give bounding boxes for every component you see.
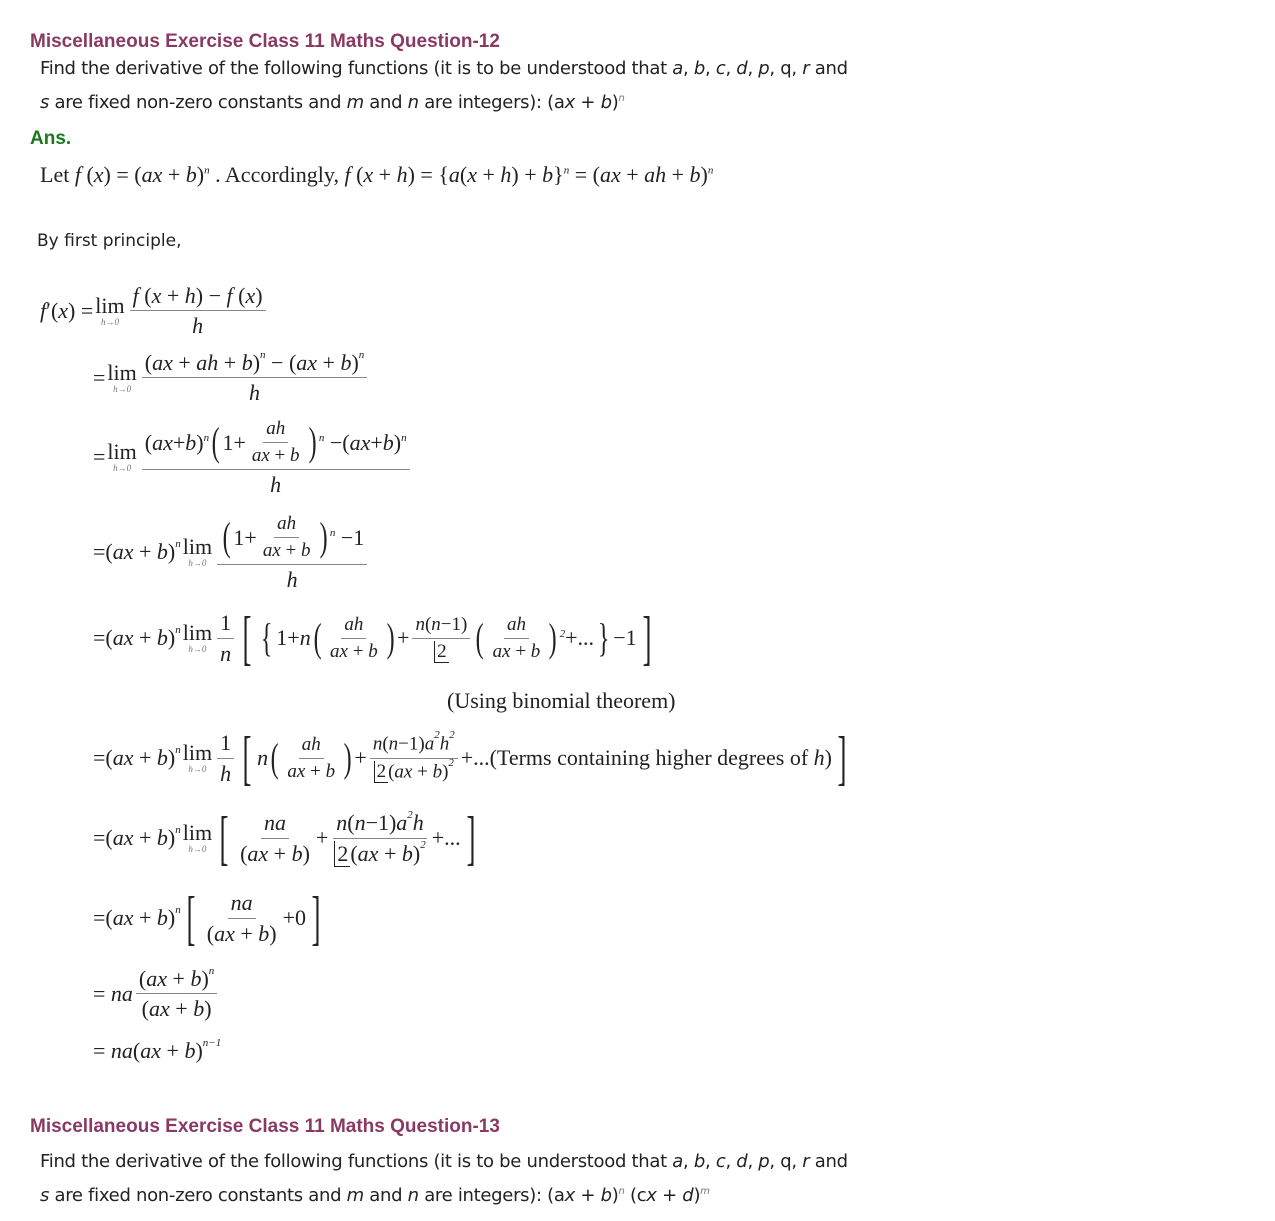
derivation-step-7: =(ax + b)$^n$ lim h→0 [ $\frac{na}{(ax + b)}$ + $\frac{n(n-1)a^2h}{2(ax + b)^2}$ +... ]	[93, 805, 476, 871]
derivation-step-8: =(ax + b)$^n$ [ $\frac{na}{(ax + b)}$ +0 ]	[93, 885, 321, 951]
derivation-step-2: = lim h→0 $\frac{(ax + ah + b)^n - (ax + b)^n}{h}$	[93, 350, 370, 406]
derivation-step-9: = na $\frac{(ax + b)^n}{(ax + b)}$	[93, 966, 220, 1022]
derivation-step-1: f′(x) = lim h→0 $\frac{f (x + h) - f (x)}{h}$	[40, 283, 269, 339]
question-12-text-line1: Find the derivative of the following functions (it is to be understood that a, b, c, d, p, q, r and	[40, 58, 848, 79]
question-13-text-line2: s are fixed non-zero constants and m and n are integers): (ax + b)$^n$ (cx + d)$^m$	[40, 1185, 710, 1206]
derivation-step-5: =(ax + b)$^n$ lim h→0 $\frac{1}{n}$ [ { 1+ n ( $\frac{ah}{ax + b}$ ) + $\frac{n(n-1)}{2}$ ( $\frac{ah}{ax + b}$ ) 2 +... } −1 ]	[93, 605, 652, 671]
answer-label: Ans.	[30, 128, 72, 149]
derivation-step-3: = lim h→0 ( ax + b ) n ( 1+ $\frac{ah}{ax + b}$ ) n −( ax + b ) n h	[93, 418, 413, 497]
derivation-step-4: =(ax + b)$^n$ lim h→0 ( 1+ $\frac{ah}{ax + b}$ ) n −1 h	[93, 513, 370, 592]
derivation-step-6: =(ax + b)$^n$ lim h→0 $\frac{1}{h}$ [ n ( $\frac{ah}{ax + b}$ ) + $\frac{n(n-1)a^2h^2}{2 (ax + b)^2}$ +...(Terms containing higher degrees of h) ]	[93, 725, 847, 791]
question-12-text-line2: s are fixed non-zero constants and m and n are integers): (ax + b)$^n$	[40, 92, 625, 113]
derivation-step-10-result: = na(ax + b)$^{n-1}$	[93, 1036, 222, 1063]
question-13-heading: Miscellaneous Exercise Class 11 Maths Question-13	[30, 1116, 500, 1137]
let-definition-line: Let f (x) = (ax + b)$^n$ . Accordingly, f $(x + h) = \{a(x + h) + b\}^n = (ax$ + ah + b)$^n$	[40, 162, 714, 187]
binomial-theorem-note: (Using binomial theorem)	[447, 688, 676, 713]
first-principle-label: By first principle,	[37, 231, 182, 251]
question-12-heading: Miscellaneous Exercise Class 11 Maths Question-12	[30, 31, 500, 52]
question-13-text-line1: Find the derivative of the following functions (it is to be understood that a, b, c, d, p, q, r and	[40, 1151, 848, 1172]
